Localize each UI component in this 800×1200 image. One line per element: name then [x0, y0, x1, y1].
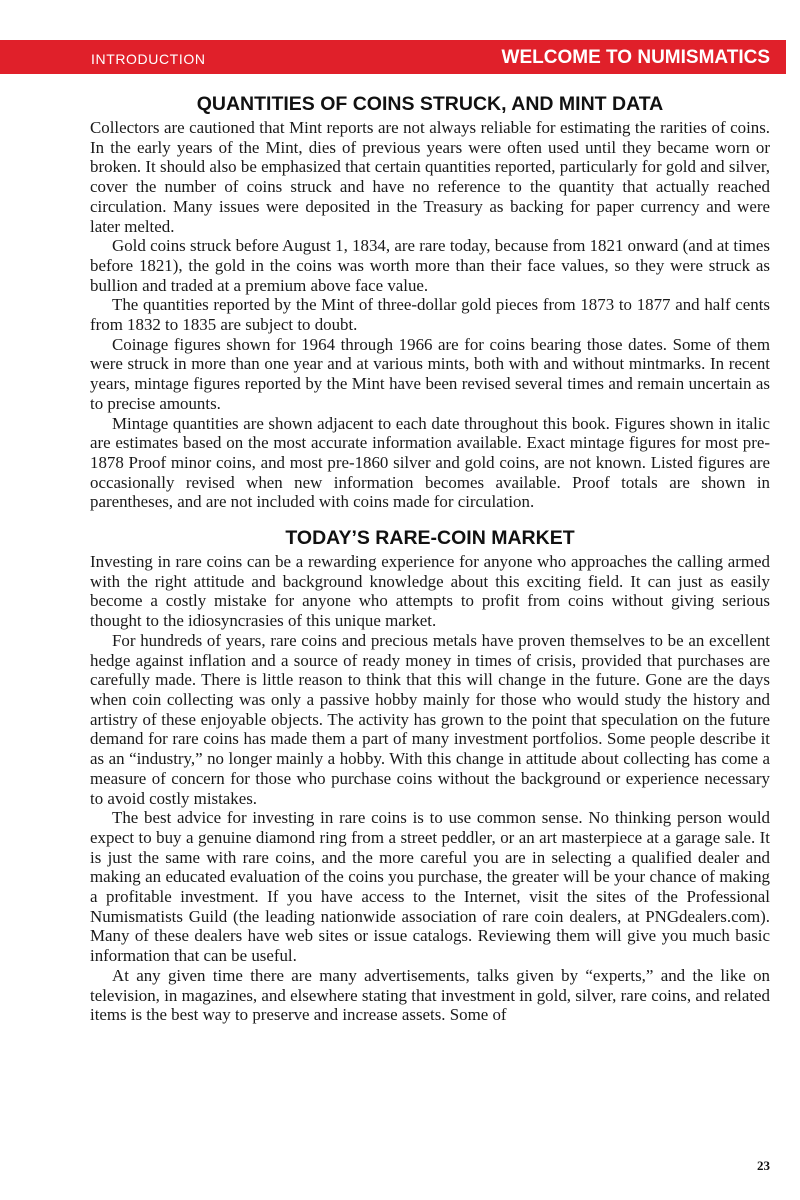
paragraph: Coinage figures shown for 1964 through 1966 are for coins bearing those dates. Some of them were struck in more than one year and at various mints, both with and without mintmarks. In recent years, mintage figures reported by the Mint have been revised several times and remain uncertain as to precise amounts.	[90, 334, 770, 413]
page-number: 23	[757, 1158, 770, 1173]
paragraph: Collectors are cautioned that Mint reports are not always reliable for estimating the rarities of coins. In the early years of the Mint, dies of previous years were often used until they became worn or broken. It should also be emphasized that certain quantities reported, particularly for gold and silver, cover the number of coins struck and have no reference to the quantity that actually reached circulation. Many issues were deposited in the Treasury as backing for paper currency and were later melted.	[90, 118, 770, 236]
header-chapter-title: WELCOME TO NUMISMATICS	[501, 47, 770, 68]
paragraph: The best advice for investing in rare coins is to use common sense. No thinking person would expect to buy a genuine diamond ring from a street peddler, or an art masterpiece at a garage sale. It is just the same with rare coins, and the more careful you are in selecting a qualified dealer and making an educated evaluation of the coins you purchase, the greater will be your chance of making a profitable investment. If you have access to the Internet, visit the sites of the Professional Numismatists Guild (the leading nationwide association of rare coin dealers, at PNGdealers.com). Many of these dealers have web sites or issue catalogs. Reviewing them will give you much basic information that can be useful.	[90, 808, 770, 966]
paragraph: The quantities reported by the Mint of three-dollar gold pieces from 1873 to 1877 and half cents from 1832 to 1835 are subject to doubt.	[90, 295, 770, 335]
paragraph: Gold coins struck before August 1, 1834, are rare today, because from 1821 onward (and at times before 1821), the gold in the coins was worth more than their face values, so they were struck as bullion and traded at a premium above face value.	[90, 236, 770, 295]
paragraph: Mintage quantities are shown adjacent to each date throughout this book. Figures shown in italic are estimates based on the most accurate information available. Exact mintage figures for most pre-1878 Proof minor coins, and most pre-1860 silver and gold coins, are not known. Listed figures are occasionally revised when new information becomes available. Proof totals are shown in parentheses, and are not included with coins made for circulation.	[90, 413, 770, 512]
section-heading-rare-coin-market: TODAY’S RARE-COIN MARKET	[285, 527, 575, 550]
paragraph: At any given time there are many advertisements, talks given by “experts,” and the like on television, in magazines, and elsewhere stating that investment in gold, silver, rare coins, and related items is the best way to preserve and increase assets. Some of	[90, 965, 770, 1025]
header-section-label: INTRODUCTION	[91, 51, 206, 67]
paragraph: For hundreds of years, rare coins and precious metals have proven themselves to be an excellent hedge against inflation and a source of ready money in times of crisis, provided that purchases are carefully made. There is little reason to think that this will change in the future. Gone are the days when coin collecting was only a passive hobby mainly for those who would study the history and artistry of these enjoyable objects. The activity has grown to the point that speculation on the future demand for rare coins has made them a part of many investment portfolios. Some people describe it as an “industry,” no longer mainly a hobby. With this change in attitude about collecting has come a measure of concern for those who purchase coins without the background or experience necessary to avoid costly mistakes.	[90, 630, 770, 808]
running-header	[0, 40, 786, 74]
section-heading-mint-data: QUANTITIES OF COINS STRUCK, AND MINT DATA	[196, 93, 664, 115]
page-body	[90, 90, 770, 1025]
paragraph: Investing in rare coins can be a rewarding experience for anyone who approaches the calling armed with the right attitude and background knowledge about this exciting field. It can just as easily become a costly mistake for anyone who attempts to profit from coins without giving serious thought to the idiosyncrasies of this unique market.	[90, 552, 770, 631]
